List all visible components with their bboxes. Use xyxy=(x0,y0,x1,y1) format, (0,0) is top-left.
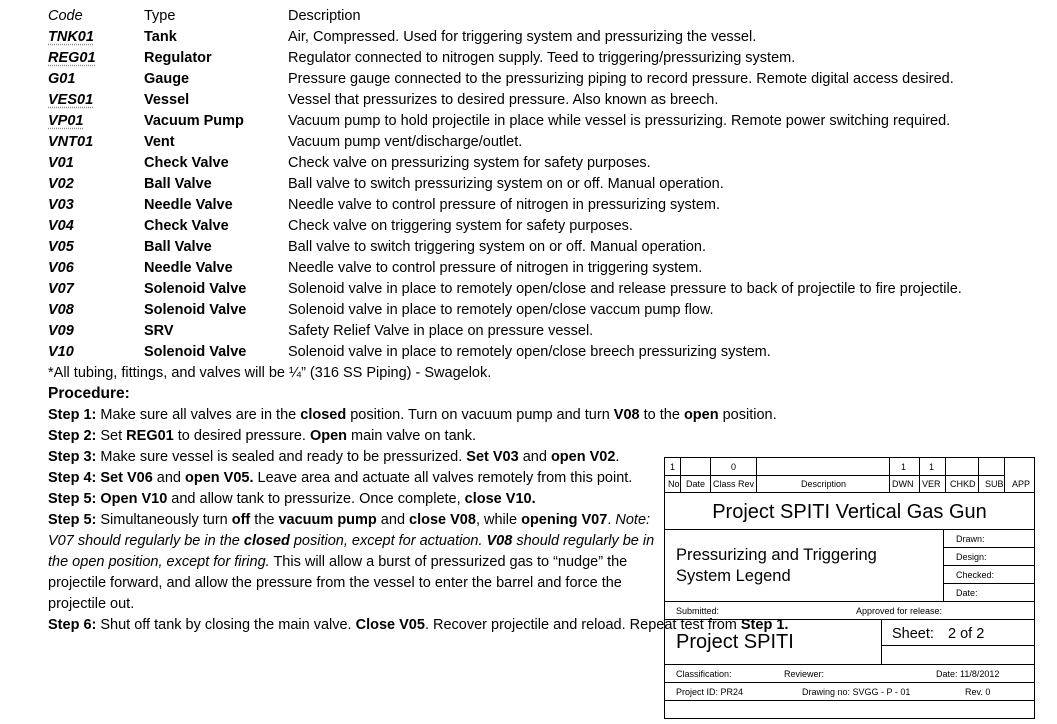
rev-header-chkd: CHKD xyxy=(950,479,976,489)
legend-code: G01 xyxy=(48,71,76,87)
legend-code: V03 xyxy=(48,197,74,213)
legend-description: Solenoid valve in place to remotely open/close breech pressurizing system. xyxy=(288,344,771,360)
drawing-title-line1: Pressurizing and Triggering xyxy=(676,546,877,564)
procedure-step-text: Step 2: xyxy=(48,428,97,444)
legend-type: Solenoid Valve xyxy=(144,344,247,360)
procedure-step-text: Open xyxy=(309,428,348,444)
legend-code: VES01 xyxy=(48,92,94,108)
legend-type: Check Valve xyxy=(144,218,229,234)
procedure-step-text: closed xyxy=(300,407,347,423)
legend-code: VNT01 xyxy=(48,134,94,150)
legend-description: Regulator connected to nitrogen supply. Teed to triggering/pressurizing system. xyxy=(288,50,796,66)
legend-description: Solenoid valve in place to remotely open/close and release pressure to back of projectile to fire projectile. xyxy=(288,281,962,297)
procedure-step-text: Set xyxy=(96,428,127,444)
procedure-step-text: Leave area and actuate all valves remotely from this point. xyxy=(253,470,633,486)
legend-code: REG01 xyxy=(48,50,96,66)
procedure-step-text: . xyxy=(615,449,620,465)
legend-code: V09 xyxy=(48,323,74,339)
procedure-step-text: Set V03 xyxy=(466,449,519,465)
procedure-step-text: Step 5: Open V10 xyxy=(48,491,168,507)
procedure-step-text: the xyxy=(250,512,279,528)
procedure-step-text: Simultaneously turn xyxy=(96,512,232,528)
procedure-step-text: . Recover projectile and reload. Repeat test from xyxy=(424,617,741,633)
procedure-step-text: Step 1. xyxy=(740,617,789,633)
procedure-step-text: , while xyxy=(475,512,522,528)
rev-header-ver: VER xyxy=(922,479,941,489)
legend-description: Vacuum pump vent/discharge/outlet. xyxy=(288,134,523,150)
procedure-step-text: should regularly be in the open position, except for firing. xyxy=(48,533,655,570)
procedure-step-text: Step 4: Set V06 xyxy=(48,470,153,486)
procedure-step-text: Step 6: xyxy=(48,617,97,633)
rev-ver-value: 1 xyxy=(929,462,935,472)
procedure-step-text: closed xyxy=(243,533,290,549)
procedure-step xyxy=(48,426,663,447)
tubing-note: *All tubing, fittings, and valves will be ¼” (316 SS Piping) - Swagelok. xyxy=(48,365,492,381)
procedure-step-text: opening V07 xyxy=(521,512,608,528)
legend-code: V08 xyxy=(48,302,74,318)
procedure-step-text: to desired pressure. xyxy=(173,428,310,444)
drawing-no: Drawing no: SVGG - P - 01 xyxy=(802,687,911,697)
legend-description: Solenoid valve in place to remotely open/close vaccum pump flow. xyxy=(288,302,714,318)
rev-header-class-rev: Class Rev xyxy=(713,479,755,489)
legend-type: Check Valve xyxy=(144,155,229,171)
legend-header-type: Type xyxy=(144,8,176,24)
legend-type: Vessel xyxy=(144,92,190,108)
procedure-step-text: open xyxy=(683,407,719,423)
legend-header-description: Description xyxy=(288,8,361,24)
design-label: Design: xyxy=(956,552,987,562)
legend-code: V01 xyxy=(48,155,74,171)
rev-header-date: Date xyxy=(686,479,706,489)
project-title: Project SPITI Vertical Gas Gun xyxy=(712,501,987,523)
legend-type: Regulator xyxy=(144,50,212,66)
procedure-step-text: open V05. xyxy=(185,470,254,486)
drawn-label: Drawn: xyxy=(956,534,985,544)
procedure-step-text: to the xyxy=(639,407,684,423)
legend-type: SRV xyxy=(144,323,174,339)
legend-type: Vacuum Pump xyxy=(144,113,244,129)
legend-description: Vacuum pump to hold projectile in place while vessel is pressurizing. Remote power switching required. xyxy=(288,113,951,129)
procedure-step-text: and allow tank to pressurize. Once complete, xyxy=(167,491,465,507)
procedure-step xyxy=(48,405,777,426)
procedure-step xyxy=(48,510,663,615)
procedure-step-text: Note: V07 should regularly be in the xyxy=(48,512,651,549)
rev-dwn-value: 1 xyxy=(901,462,907,472)
procedure-step-text: main valve on tank. xyxy=(347,428,476,444)
checked-label: Checked: xyxy=(956,570,995,580)
legend-description: Ball valve to switch pressurizing system on or off. Manual operation. xyxy=(288,176,724,192)
procedure-step xyxy=(48,468,663,489)
legend-description: Needle valve to control pressure of nitrogen in triggering system. xyxy=(288,260,703,276)
date-value: Date: 11/8/2012 xyxy=(936,669,1000,679)
drawing-title-line2: System Legend xyxy=(676,567,791,585)
approved-label: Approved for release: xyxy=(856,606,943,616)
procedure-step-text: V08 xyxy=(613,407,640,423)
rev-header-no: No xyxy=(668,479,680,489)
rev-header-sub: SUB xyxy=(985,479,1004,489)
procedure-step-text: position. Turn on vacuum pump and turn xyxy=(346,407,614,423)
legend-type: Ball Valve xyxy=(144,239,212,255)
rev-number: Rev. 0 xyxy=(965,687,991,697)
procedure-step-text: and xyxy=(376,512,410,528)
procedure-step-text: close V10. xyxy=(464,491,536,507)
procedure-step-text: Step 3: xyxy=(48,449,97,465)
legend-description: Pressure gauge connected to the pressurizing piping to record pressure. Remote digital access desired. xyxy=(288,71,954,87)
classification-label: Classification: xyxy=(676,669,732,679)
procedure-step-text: Make sure vessel is sealed and ready to be pressurized. xyxy=(96,449,467,465)
legend-header-code: Code xyxy=(48,8,83,24)
legend-description: Check valve on pressurizing system for safety purposes. xyxy=(288,155,651,171)
legend-description: Air, Compressed. Used for triggering system and pressurizing the vessel. xyxy=(288,29,757,45)
procedure-step-text: vacuum pump xyxy=(278,512,377,528)
rev-header-dwn: DWN xyxy=(892,479,914,489)
legend-code: V02 xyxy=(48,176,74,192)
procedure-step-text: This will allow a burst of pressurized gas to “nudge” the projectile forward, and allow the pressure from the vessel to enter the barrel and force the projectile out. xyxy=(48,554,628,612)
legend-description: Check valve on triggering system for safety purposes. xyxy=(288,218,633,234)
legend-code: V06 xyxy=(48,260,74,276)
procedure-step-text: close V08 xyxy=(409,512,476,528)
procedure-step-text: Step 5: xyxy=(48,512,97,528)
sheet-value: 2 of 2 xyxy=(948,626,985,642)
legend-code: V10 xyxy=(48,344,74,360)
rev-class-value: 0 xyxy=(731,462,737,472)
legend-description: Needle valve to control pressure of nitrogen in pressurizing system. xyxy=(288,197,720,213)
procedure-step-text: position. xyxy=(718,407,777,423)
project-name: Project SPITI xyxy=(676,631,794,653)
legend-code: TNK01 xyxy=(48,29,94,45)
submitted-label: Submitted: xyxy=(676,606,720,616)
procedure-step-text: . xyxy=(607,512,616,528)
legend-description: Vessel that pressurizes to desired pressure. Also known as breech. xyxy=(288,92,719,108)
legend-code: V04 xyxy=(48,218,74,234)
procedure-step-text: REG01 xyxy=(126,428,174,444)
legend-code: VP01 xyxy=(48,113,84,129)
legend-description: Safety Relief Valve in place on pressure vessel. xyxy=(288,323,594,339)
procedure-step-text: and xyxy=(152,470,186,486)
legend-type: Ball Valve xyxy=(144,176,212,192)
procedure-step xyxy=(48,615,789,636)
procedure-step-text: V08 xyxy=(486,533,513,549)
procedure-step-text: Make sure all valves are in the xyxy=(96,407,301,423)
legend-code: V07 xyxy=(48,281,74,297)
project-id: Project ID: PR24 xyxy=(676,687,744,697)
rev-no-value: 1 xyxy=(670,462,676,472)
legend-type: Needle Valve xyxy=(144,260,233,276)
procedure-step-text: off xyxy=(231,512,251,528)
legend-type: Needle Valve xyxy=(144,197,233,213)
legend-type: Tank xyxy=(144,29,177,45)
procedure-step-text: and xyxy=(518,449,551,465)
procedure-step-text: open V02 xyxy=(550,449,616,465)
procedure-step xyxy=(48,489,663,510)
procedure-step-text: Step 1: xyxy=(48,407,97,423)
legend-type: Solenoid Valve xyxy=(144,281,247,297)
procedure-step-text: Shut off tank by closing the main valve. xyxy=(96,617,356,633)
title-block xyxy=(664,457,1035,719)
rev-header-description: Description xyxy=(801,479,847,489)
reviewer-label: Reviewer: xyxy=(784,669,825,679)
legend-type: Vent xyxy=(144,134,175,150)
legend-type: Solenoid Valve xyxy=(144,302,247,318)
legend-type: Gauge xyxy=(144,71,190,87)
date-label: Date: xyxy=(956,588,978,598)
sheet-label: Sheet: xyxy=(892,626,934,642)
procedure-title: Procedure: xyxy=(48,385,130,402)
legend-code: V05 xyxy=(48,239,74,255)
rev-header-app: APP xyxy=(1012,479,1031,489)
procedure-step xyxy=(48,447,663,468)
legend-description: Ball valve to switch triggering system on or off. Manual operation. xyxy=(288,239,707,255)
procedure-step-text: Close V05 xyxy=(355,617,425,633)
procedure-step-text: position, except for actuation. xyxy=(289,533,487,549)
